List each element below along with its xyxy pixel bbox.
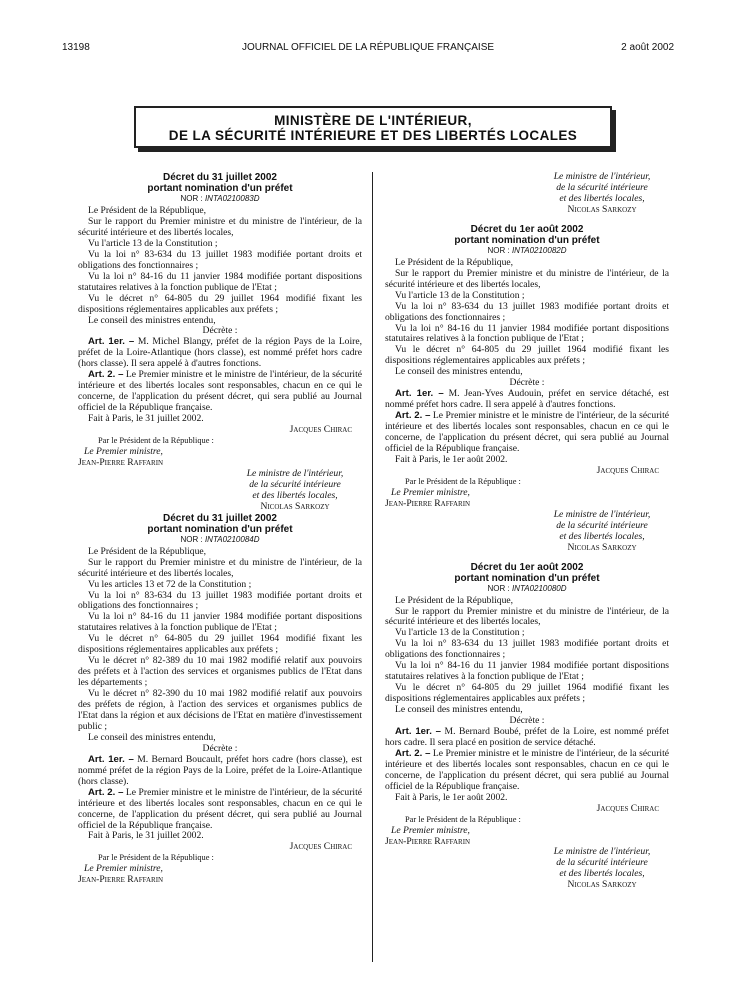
- paragraph: Sur le rapport du Premier ministre et du ministre de l'intérieur, de la sécurité intérieure et des libertés locales,: [385, 267, 669, 290]
- minister-title: Le ministre de l'intérieur,: [553, 846, 651, 858]
- minister-name: Nicolas Sarkozy: [567, 879, 637, 891]
- par-le-president: Par le Président de la République :: [98, 436, 214, 446]
- paragraph: Vu la loi n° 83-634 du 13 juillet 1983 modifiée portant droits et obligations des fonctionnaires ;: [78, 248, 362, 271]
- decree-subtitle: portant nomination d'un préfet: [454, 234, 600, 246]
- decrete: Décrète :: [202, 325, 238, 337]
- decree-title: Décret du 1er août 2002: [470, 561, 584, 573]
- article-2: Art. 2. – Le Premier ministre et le ministre de l'intérieur, de la sécurité intérieure et des libertés locales sont responsables, chacun en ce qui le concerne, de l'application du présent décret, qui sera publié au Journal officiel de la République française.: [78, 786, 362, 831]
- paragraph: Le conseil des ministres entendu,: [395, 366, 523, 378]
- fait-a-paris: Fait à Paris, le 1er août 2002.: [395, 453, 508, 465]
- president-signature: Jacques Chirac: [596, 464, 659, 476]
- paragraph: Le conseil des ministres entendu,: [395, 704, 523, 716]
- decree-subtitle: portant nomination d'un préfet: [454, 572, 600, 584]
- minister-title: de la sécurité intérieure: [249, 478, 341, 490]
- issue-date: 2 août 2002: [621, 42, 674, 53]
- minister-name: Nicolas Sarkozy: [567, 541, 637, 553]
- journal-title: JOURNAL OFFICIEL DE LA RÉPUBLIQUE FRANÇAISE: [241, 42, 495, 53]
- left-column: [78, 172, 362, 886]
- prime-minister-title: Le Premier ministre,: [391, 486, 470, 498]
- president-signature: Jacques Chirac: [289, 841, 352, 853]
- decree-4: [385, 562, 669, 892]
- decree-2-continued: [385, 172, 669, 216]
- article-2: Art. 2. – Le Premier ministre et le ministre de l'intérieur, de la sécurité intérieure et des libertés locales sont responsables, chacun en ce qui le concerne, de l'application du présent décret, qui sera publié au Journal officiel de la République française.: [385, 747, 669, 792]
- article-1: Art. 1er. – M. Bernard Boubé, préfet de la Loire, est nommé préfet hors cadre. Il sera placé en position de service détaché.: [385, 725, 669, 748]
- paragraph: Vu la loi n° 84-16 du 11 janvier 1984 modifiée portant dispositions statutaires relatives à la fonction publique de l'Etat ;: [385, 660, 669, 683]
- paragraph: Vu la loi n° 83-634 du 13 juillet 1983 modifiée portant droits et obligations des fonctionnaires ;: [385, 300, 669, 323]
- paragraph: Vu l'article 13 de la Constitution ;: [395, 289, 525, 301]
- column-divider: [372, 172, 373, 962]
- par-le-president: Par le Président de la République :: [405, 476, 521, 486]
- paragraph: Le conseil des ministres entendu,: [88, 314, 216, 326]
- page-number: 13198: [62, 42, 90, 53]
- minister-name: Nicolas Sarkozy: [567, 203, 637, 215]
- minister-title: Le ministre de l'intérieur,: [246, 467, 344, 479]
- paragraph: Vu la loi n° 84-16 du 11 janvier 1984 modifiée portant dispositions statutaires relatives à la fonction publique de l'Etat ;: [385, 322, 669, 345]
- decrete: Décrète :: [202, 742, 238, 754]
- par-le-president: Par le Président de la République :: [405, 814, 521, 824]
- decree-subtitle: portant nomination d'un préfet: [147, 523, 293, 535]
- paragraph: Vu le décret n° 64-805 du 29 juillet 1964 modifié fixant les dispositions réglementaires applicables aux préfets ;: [385, 344, 669, 367]
- prime-minister-title: Le Premier ministre,: [84, 445, 163, 457]
- article-2: Art. 2. – Le Premier ministre et le ministre de l'intérieur, de la sécurité intérieure et des libertés locales sont responsables, chacun en ce qui le concerne, de l'application du présent décret, qui sera publié au Journal officiel de la République française.: [385, 410, 669, 455]
- fait-a-paris: Fait à Paris, le 31 juillet 2002.: [88, 413, 204, 425]
- paragraph: Le Président de la République,: [88, 545, 207, 557]
- decree-2: [78, 513, 362, 887]
- decree-title: Décret du 31 juillet 2002: [163, 172, 277, 183]
- paragraph: Sur le rapport du Premier ministre et du ministre de l'intérieur, de la sécurité intérieure et des libertés locales,: [385, 605, 669, 628]
- paragraph: Vu le décret n° 64-805 du 29 juillet 1964 modifié fixant les dispositions réglementaires applicables aux préfets ;: [78, 633, 362, 656]
- article-1: Art. 1er. – M. Michel Blangy, préfet de la région Pays de la Loire, préfet de la Loire-Atlantique (hors classe), est nommé préfet hors cadre (hors classe). Il sera appelé à d'autres fonctions.: [78, 336, 362, 370]
- paragraph: Vu la loi n° 83-634 du 13 juillet 1983 modifiée portant droits et obligations des fonctionnaires ;: [385, 638, 669, 661]
- minister-title: de la sécurité intérieure: [556, 519, 648, 531]
- paragraph: Le conseil des ministres entendu,: [88, 731, 216, 743]
- decree-1: [78, 172, 362, 513]
- paragraph: Vu la loi n° 84-16 du 11 janvier 1984 modifiée portant dispositions statutaires relatives à la fonction publique de l'Etat ;: [78, 611, 362, 634]
- paragraph: Vu les articles 13 et 72 de la Constitution ;: [88, 578, 252, 590]
- paragraph: Vu le décret n° 82-389 du 10 mai 1982 modifié relatif aux pouvoirs des préfets et à l'action des services et organismes publics de l'Etat dans les départements ;: [78, 655, 362, 689]
- minister-title: de la sécurité intérieure: [556, 181, 648, 193]
- paragraph: Sur le rapport du Premier ministre et du ministre de l'intérieur, de la sécurité intérieure et des libertés locales,: [78, 215, 362, 238]
- paragraph: Vu la loi n° 84-16 du 11 janvier 1984 modifiée portant dispositions statutaires relatives à la fonction publique de l'Etat ;: [78, 270, 362, 293]
- paragraph: Le Président de la République,: [395, 256, 514, 268]
- par-le-president: Par le Président de la République :: [98, 853, 214, 863]
- article-1: Art. 1er. – M. Jean-Yves Audouin, préfet en service détaché, est nommé préfet hors cadre. Il sera appelé à d'autres fonctions.: [385, 388, 669, 411]
- paragraph: Vu le décret n° 64-805 du 29 juillet 1964 modifié fixant les dispositions réglementaires applicables aux préfets ;: [385, 682, 669, 705]
- ministry-line-2: DE LA SÉCURITÉ INTÉRIEURE ET DES LIBERTÉS LOCALES: [168, 128, 578, 143]
- decrete: Décrète :: [509, 715, 545, 727]
- decree-subtitle: portant nomination d'un préfet: [147, 183, 293, 194]
- prime-minister-name: Jean-Pierre Raffarin: [78, 456, 164, 468]
- paragraph: Vu l'article 13 de la Constitution ;: [88, 237, 218, 249]
- ministry-box: [134, 106, 612, 148]
- prime-minister-name: Jean-Pierre Raffarin: [78, 874, 164, 886]
- decrete: Décrète :: [509, 377, 545, 389]
- minister-name: Nicolas Sarkozy: [260, 500, 330, 512]
- paragraph: Vu le décret n° 82-390 du 10 mai 1982 modifié relatif aux pouvoirs des préfets de région, à l'action des services et organismes publics de l'Etat dans la région et aux décisions de l'Etat en matière d'investissement public ;: [78, 688, 362, 732]
- decree-title: Décret du 31 juillet 2002: [163, 512, 277, 524]
- minister-title: de la sécurité intérieure: [556, 857, 648, 869]
- nor-reference: NOR : INTA0210080D: [487, 583, 567, 593]
- president-signature: Jacques Chirac: [596, 802, 659, 814]
- ministry-line-1: MINISTÈRE DE L'INTÉRIEUR,: [274, 113, 472, 128]
- prime-minister-name: Jean-Pierre Raffarin: [385, 497, 471, 509]
- minister-title: et des libertés locales,: [559, 868, 645, 880]
- article-2: Art. 2. – Le Premier ministre et le ministre de l'intérieur, de la sécurité intérieure et des libertés locales sont responsables, chacun en ce qui le concerne, de l'application du présent décret, qui sera publié au Journal officiel de la République française.: [78, 369, 362, 414]
- prime-minister-name: Jean-Pierre Raffarin: [385, 835, 471, 847]
- nor-reference: NOR : INTA0210084D: [180, 534, 260, 544]
- fait-a-paris: Fait à Paris, le 31 juillet 2002.: [88, 830, 204, 842]
- minister-title: Le ministre de l'intérieur,: [553, 171, 651, 182]
- paragraph: Le Président de la République,: [88, 205, 207, 216]
- paragraph: Le Président de la République,: [395, 594, 514, 606]
- paragraph: Sur le rapport du Premier ministre et du ministre de l'intérieur, de la sécurité intérieure et des libertés locales,: [78, 556, 362, 579]
- paragraph: Vu l'article 13 de la Constitution ;: [395, 627, 525, 639]
- right-column: [385, 172, 669, 891]
- prime-minister-title: Le Premier ministre,: [391, 824, 470, 836]
- paragraph: Vu la loi n° 83-634 du 13 juillet 1983 modifiée portant droits et obligations des fonctionnaires ;: [78, 589, 362, 612]
- president-signature: Jacques Chirac: [289, 424, 352, 436]
- page-header: [62, 42, 674, 56]
- nor-reference: NOR : INTA0210082D: [487, 245, 567, 255]
- paragraph: Vu le décret n° 64-805 du 29 juillet 1964 modifié fixant les dispositions réglementaires applicables aux préfets ;: [78, 292, 362, 315]
- article-1: Art. 1er. – M. Bernard Boucault, préfet hors cadre (hors classe), est nommé préfet de la région Pays de la Loire, préfet de la Loire-Atlantique (hors classe).: [78, 753, 362, 787]
- minister-title: et des libertés locales,: [559, 192, 645, 204]
- decree-title: Décret du 1er août 2002: [470, 223, 584, 235]
- minister-title: Le ministre de l'intérieur,: [553, 508, 651, 520]
- minister-title: et des libertés locales,: [559, 530, 645, 542]
- nor-reference: NOR : INTA0210083D: [180, 194, 260, 203]
- fait-a-paris: Fait à Paris, le 1er août 2002.: [395, 791, 508, 803]
- minister-title: et des libertés locales,: [252, 489, 338, 501]
- prime-minister-title: Le Premier ministre,: [84, 863, 163, 875]
- decree-3: [385, 224, 669, 554]
